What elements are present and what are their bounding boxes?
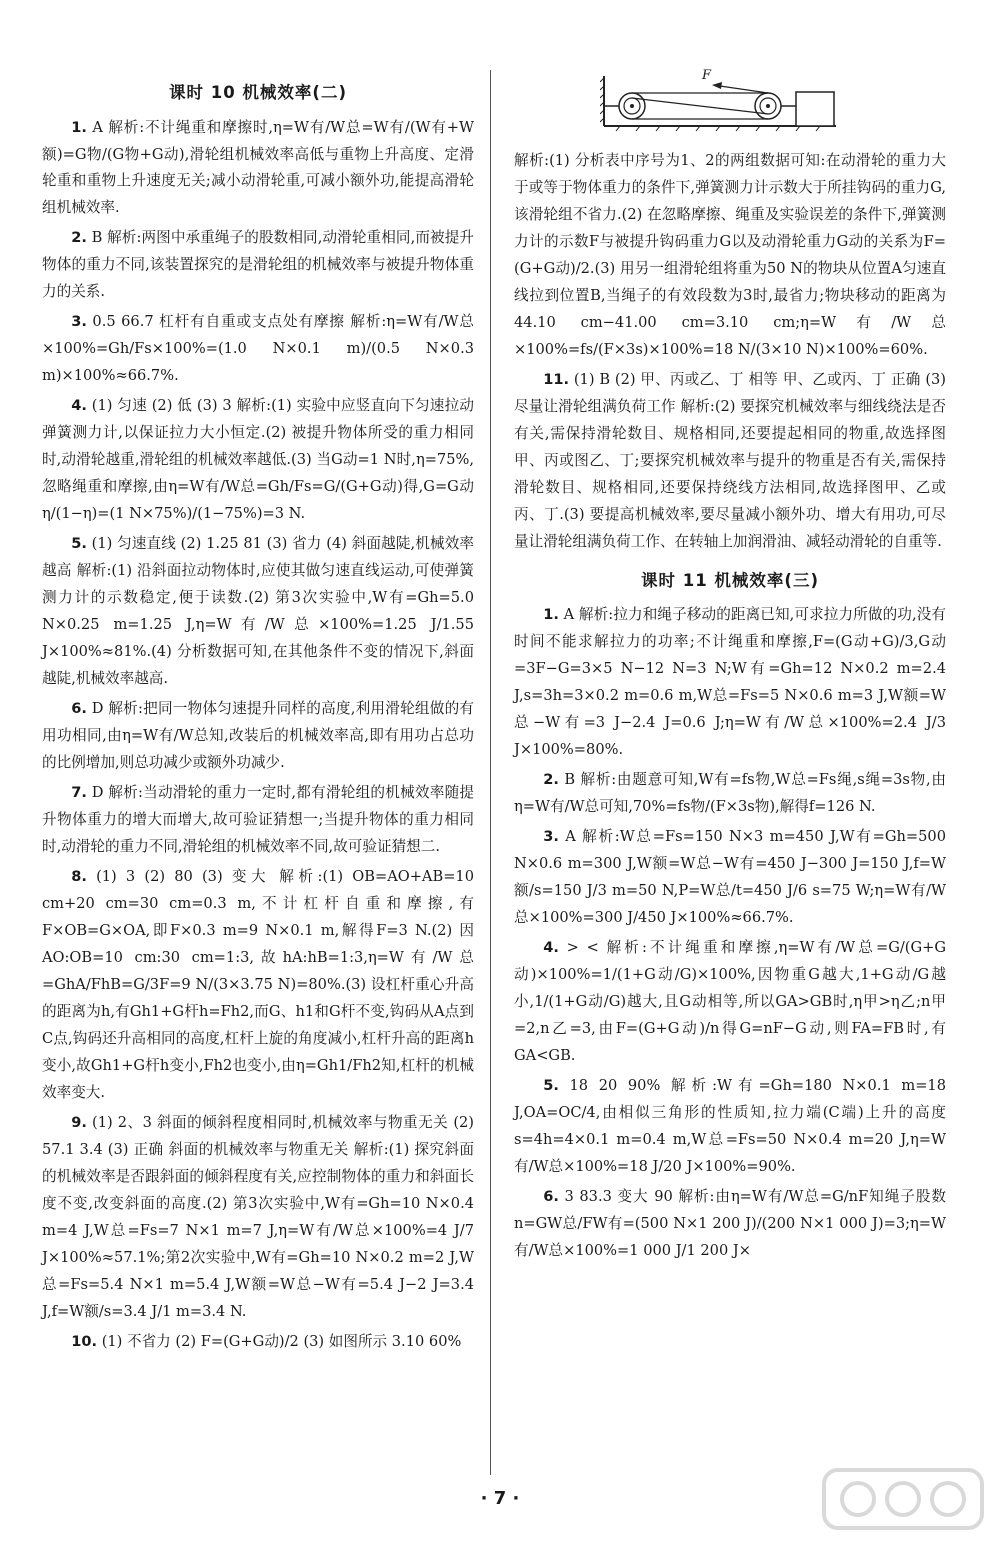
item-text: (1) 匀速 (2) 低 (3) 3 解析:(1) 实验中应竖直向下匀速拉动弹簧测力计,以保证拉力大小恒定.(2) 被提升物体所受的重力相同时,动滑轮越重,滑轮组的机械效率越低.(3) 当G动=1 N时,η=75%,忽略绳重和摩擦,由η=W有/W总=Gh/Fs=G/(G+G动)得,G=G动η/(1−η)=(1 N×75%)/(1−75%)=3 N. [42, 397, 474, 523]
item-number: 6. [543, 1187, 559, 1205]
item-text: (1) 匀速直线 (2) 1.25 81 (3) 省力 (4) 斜面越陡,机械效率越高 解析:(1) 沿斜面拉动物体时,应使其做匀速直线运动,可使弹簧测力计的示数稳定,便于读数.(2) 第3次实验中,W有=Gh=5.0 N×0.25 m=1.25 J,η=W有/W总×100%=1.25 J/1.55 J×100%≈81%.(4) 分析数据可知,在其他条件不变的情况下,斜面越陡,机械效率越高. [42, 535, 474, 688]
right-column [514, 148, 946, 1268]
item-number: 9. [71, 1113, 87, 1131]
item-number: 8. [71, 868, 87, 886]
section-title-lesson-11: 课时 11 机械效率(三) [640, 570, 820, 590]
column-divider [490, 70, 491, 1475]
pulley-diagram [600, 70, 840, 136]
item-text: B 解析:由题意可知,W有=fs物,W总=Fs绳,s绳=3s物,由η=W有/W总可知,70%=fs物/(F×3s物),解得f=126 N. [514, 771, 946, 816]
item-text: 解析:(1) 分析表中序号为1、2的两组数据可知:在动滑轮的重力大于或等于物体重力的条件下,弹簧测力计示数大于所挂钩码的重力G,该滑轮组不省力.(2) 在忽略摩擦、绳重及实验误差的条件下,弹簧测力计的示数F与被提升钩码重力G以及动滑轮重力G动的关系为F=(G+G动)/2.(3) 用另一组滑轮组将重为50 N的物块从位置A匀速直线拉到位置B,当绳子的有效段数为3时,最省力;物块移动的距离为44.10 cm−41.00 cm=3.10 cm;η=W有/W总×100%=fs/(F×3s)×100%=18 N/(3×10 N)×100%=60%. [514, 152, 946, 358]
answer-item [514, 824, 946, 932]
item-text: (1) 不省力 (2) F=(G+G动)/2 (3) 如图所示 3.10 60% [101, 1332, 462, 1350]
answer-item [42, 1329, 474, 1356]
section-title-lesson-10: 课时 10 机械效率(二) [168, 83, 348, 102]
item-text: A 解析:拉力和绳子移动的距离已知,可求拉力所做的功,没有时间不能求解拉力的功率;不计绳重和摩擦,F=(G动+G)/3,G动=3F−G=3×5 N−12 N=3 N;W有=Gh=12 N×0.2 m=2.4 J,s=3h=3×0.2 m=0.6 m,W总=Fs=5 N×0.6 m=3 J,W额=W总−W有=3 J−2.4 J=0.6 J;η=W有/W总×100%=2.4 J/3 J×100%=80%. [514, 606, 947, 759]
answer-item [514, 767, 946, 821]
item-text: A 解析:W总=Fs=150 N×3 m=450 J,W有=Gh=500 N×0.6 m=300 J,W额=W总−W有=450 J−300 J=150 J,f=W额/s=150 J/3 m=50 N,P=W总/t=450 J/6 s=75 W;η=W有/W总×100%=300 J/450 J×100%≈66.7%. [514, 828, 946, 927]
answer-item [514, 367, 946, 556]
item-text: D 解析:把同一物体匀速提升同样的高度,利用滑轮组做的有用功相同,由η=W有/W总知,改装后的机械效率高,即有用功占总功的比例增加,则总功减少或额外功减少. [42, 700, 474, 772]
pulley-figure [600, 70, 840, 136]
page-number: · 7 · [480, 1488, 520, 1509]
item-number: 5. [543, 1077, 559, 1095]
item-text: A 解析:不计绳重和摩擦时,η=W有/W总=W有/(W有+W额)=G物/(G物+G动),滑轮组机械效率高低与重物上升高度、定滑轮重和重物上升速度无关;减小动滑轮重,可减小额外功,能提高滑轮组机械效率. [42, 118, 474, 217]
item-text: (1) B (2) 甲、丙或乙、丁 相等 甲、乙或丙、丁 正确 (3) 尽量让滑轮组满负荷工作 解析:(2) 要探究机械效率与细线绕法是否有关,需保持滑轮数目、规格相同,还要提起相同的物重,故选择图甲、丙或图乙、丁;要探究机械效率与提升的物重是否有关,需保持滑轮数目、规格相同,还要保持绕线方法相同,故选择图甲、乙或丙、丁.(3) 要提高机械效率,要尽量减小额外功、增大有用功,可尽量让滑轮组满负荷工作、在转轴上加润滑油、减轻动滑轮的自重等. [514, 370, 946, 550]
answer-item [514, 1073, 946, 1181]
item-number: 6. [71, 700, 87, 718]
watermark-stamp-icon [818, 1464, 988, 1534]
item-number: 2. [71, 229, 87, 247]
answer-item [42, 309, 474, 390]
item-number: 4. [543, 939, 559, 957]
item-number: 3. [543, 828, 559, 846]
item-number: 5. [71, 535, 87, 553]
answer-item [42, 393, 474, 528]
item-number: 7. [71, 784, 87, 802]
answer-item [42, 780, 474, 861]
answer-item [42, 531, 474, 693]
item-number: 11. [543, 370, 570, 388]
answer-item [514, 602, 946, 764]
answer-item [514, 935, 946, 1070]
answer-item [514, 1184, 946, 1265]
item-number: 1. [543, 606, 559, 624]
item-number: 1. [71, 118, 87, 136]
answer-item [42, 1110, 474, 1326]
item-number: 4. [71, 397, 87, 415]
item-number: 3. [71, 313, 87, 331]
item-text: > < 解析:不计绳重和摩擦,η=W有/W总=G/(G+G动)×100%=1/(1+G动/G)×100%,因物重G越大,1+G动/G越小,1/(1+G动/G)越大,且G动相等,所以GA>GB时,η甲>η乙;n甲=2,n乙=3,由F=(G+G动)/n得G=nF−G动,则FA=FB时,有GA<GB. [514, 939, 947, 1065]
item-number: 10. [71, 1332, 98, 1350]
item-text: (1) 3 (2) 80 (3) 变大 解析:(1) OB=AO+AB=10 cm+20 cm=30 cm=0.3 m,不计杠杆自重和摩擦,有F×OB=G×OA,即F×0.3 m=9 N×0.1 m,解得F=3 N.(2) 因AO:OB=10 cm:30 cm=1:3,故hA:hB=1:3,η=W有/W总=GhA/FhB=G/3F=9 N/(3×3.75 N)=80%.(3) 设杠杆重心升高的距离为h,有Gh1+G杆h=Fh2,而G、h1和G杆不变,钩码从A点到C点,钩码还升高相同的高度,杠杆上旋的角度减小,杠杆升高的距离h变小,故Gh1+G杆h变小,Fh2也变小,由η=Gh1/Fh2知,杠杆的机械效率变大. [42, 868, 474, 1101]
item-text: B 解析:两图中承重绳子的股数相同,动滑轮重相同,而被提升物体的重力不同,该装置探究的是滑轮组的机械效率与被提升物体重力的关系. [42, 229, 474, 301]
force-label: F [702, 68, 712, 83]
watermark-logo [818, 1464, 988, 1534]
answer-item-continued [514, 148, 946, 364]
left-column [42, 78, 474, 1359]
answer-item [42, 225, 474, 306]
item-text: 3 83.3 变大 90 解析:由η=W有/W总=G/nF知绳子股数n=GW总/FW有=(500 N×1 200 J)/(200 N×1 000 J)=3;η=W有/W总×100%=1 000 J/1 200 J× [514, 1187, 946, 1259]
item-text: (1) 2、3 斜面的倾斜程度相同时,机械效率与物重无关 (2) 57.1 3.4 (3) 正确 斜面的机械效率与物重无关 解析:(1) 探究斜面的机械效率是否跟斜面的倾斜程度有关,应控制物体的重力和斜面长度不变,改变斜面的高度.(2) 第3次实验中,W有=Gh=10 N×0.4 m=4 J,W总=Fs=7 N×1 m=7 J,η=W有/W总×100%=4 J/7 J×100%≈57.1%;第2次实验中,W有=Gh=10 N×0.2 m=2 J,W总=Fs=5.4 N×1 m=5.4 J,W额=W总−W有=5.4 J−2 J=3.4 J,f=W额/s=3.4 J/1 m=3.4 N. [42, 1113, 474, 1320]
item-text: D 解析:当动滑轮的重力一定时,都有滑轮组的机械效率随提升物体重力的增大而增大,故可验证猜想一;当提升物体的重力相同时,动滑轮的重力不同,滑轮组的机械效率不同,故可验证猜想二. [42, 784, 474, 856]
answer-item [42, 864, 474, 1107]
answer-item [42, 696, 474, 777]
answer-item [42, 115, 474, 223]
item-number: 2. [543, 771, 559, 789]
item-text: 18 20 90% 解析:W有=Gh=180 N×0.1 m=18 J,OA=OC/4,由相似三角形的性质知,拉力端(C端)上升的高度s=4h=4×0.1 m=0.4 m,W总=Fs=50 N×0.4 m=20 J,η=W有/W总×100%=18 J/20 J×100%=90%. [514, 1077, 946, 1175]
item-text: 0.5 66.7 杠杆有自重或支点处有摩擦 解析:η=W有/W总×100%=Gh/Fs×100%=(1.0 N×0.1 m)/(0.5 N×0.3 m)×100%≈66.7%. [42, 313, 474, 385]
